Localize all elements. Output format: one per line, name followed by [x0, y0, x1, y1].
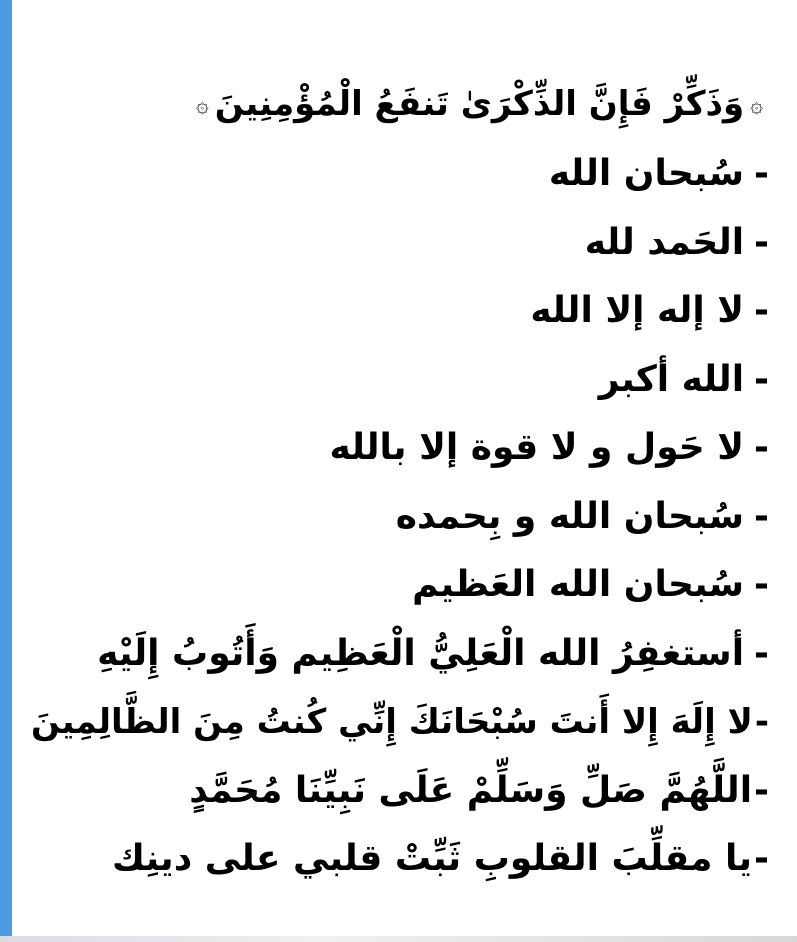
dash-marker: -: [754, 769, 769, 811]
dhikr-text: الله أكبر: [598, 358, 745, 400]
dhikr-text: يا مقلِّبَ القلوبِ ثَبِّتْ قلبي على دينِك: [111, 838, 753, 879]
dhikr-text: لا إِلَهَ إِلا أَنتَ سُبْحَانَكَ إِنِّي كُنتُ مِنَ الظَّالِمِينَ: [30, 702, 753, 742]
ornament-left-icon: ۞: [195, 92, 209, 118]
dhikr-text: سُبحان الله: [548, 153, 745, 194]
list-item: [29, 825, 769, 894]
list-item: [29, 483, 769, 552]
list-item: [29, 551, 769, 620]
dhikr-text: اللَّهُمَّ صَلِّ وَسَلِّمْ عَلَى نَبِيِّنَا مُحَمَّدٍ: [189, 769, 753, 811]
dash-marker: -: [754, 153, 769, 194]
list-item: [29, 620, 769, 689]
list-item: [29, 414, 769, 483]
dash-marker: -: [754, 632, 769, 674]
dash-marker: -: [754, 564, 769, 605]
dash-marker: -: [754, 838, 769, 879]
dash-marker: -: [754, 702, 769, 742]
dash-marker: -: [754, 290, 769, 331]
dhikr-text: لا حَول و لا قوة إلا بالله: [329, 427, 745, 468]
left-accent-bar: [0, 0, 12, 942]
dhikr-text: سُبحان الله العَظيم: [412, 564, 745, 605]
dhikr-list: [29, 140, 769, 894]
dhikr-text: لا إله إلا الله: [530, 290, 745, 331]
dash-marker: -: [754, 358, 769, 400]
dhikr-text: الحَمد لله: [584, 221, 745, 263]
dhikr-text: أستغفِرُ الله الْعَلِيُّ الْعَظِيم وَأَتُوبُ إِلَيْهِ: [97, 632, 745, 674]
list-item: [29, 346, 769, 415]
quran-verse-heading: [149, 78, 769, 132]
dash-marker: -: [754, 495, 769, 537]
list-item: [29, 277, 769, 346]
list-item: [29, 688, 769, 757]
dhikr-content: [12, 0, 797, 942]
bottom-edge-strip: [0, 936, 797, 942]
ornament-right-icon: ۞: [750, 92, 763, 118]
dash-marker: -: [754, 221, 769, 263]
list-item: [29, 140, 769, 209]
verse-text: وَذَكِّرْ فَإِنَّ الذِّكْرَىٰ تَنفَعُ الْمُؤْمِنِينَ: [214, 84, 745, 124]
dash-marker: -: [754, 427, 769, 468]
list-item: [29, 757, 769, 826]
dhikr-text: سُبحان الله و بِحمده: [395, 495, 745, 537]
list-item: [29, 209, 769, 278]
